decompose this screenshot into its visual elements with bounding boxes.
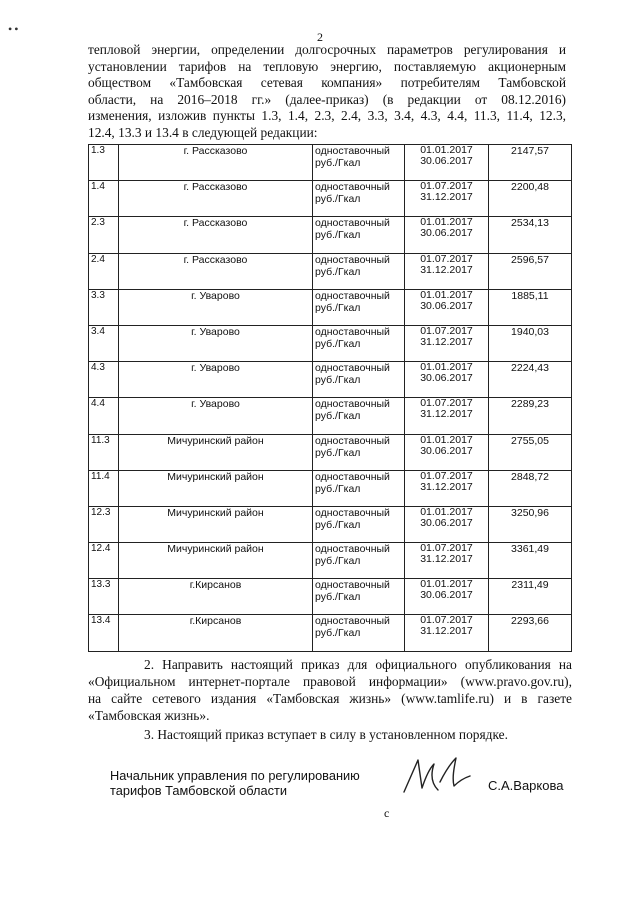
rate-unit: руб./Гкал: [315, 337, 361, 350]
row-number: 11.4: [89, 470, 119, 506]
rate-type: одноставочный: [315, 579, 390, 592]
period-cell: [405, 145, 489, 181]
period-to: 30.06.2017: [420, 227, 473, 240]
territory-cell: Мичуринский район: [119, 470, 313, 506]
row-number: 11.3: [89, 434, 119, 470]
rate-unit: руб./Гкал: [315, 374, 361, 387]
period-from: 01.07.2017: [420, 324, 473, 337]
period-cell: [405, 579, 489, 615]
period-cell: [405, 181, 489, 217]
rate-type: одноставочный: [315, 615, 390, 628]
rate-type: одноставочный: [315, 362, 390, 375]
rate-type: одноставочный: [315, 434, 390, 447]
period-from: 01.07.2017: [420, 542, 473, 555]
period-cell: [405, 543, 489, 579]
paragraph-2: [88, 656, 572, 724]
table-row: [89, 434, 572, 470]
tariff-table: [88, 144, 572, 652]
period-to: 30.06.2017: [420, 516, 473, 529]
rate-unit: руб./Гкал: [315, 410, 361, 423]
table-row: [89, 543, 572, 579]
paragraph-2-line: на сайте сетевого издания «Тамбовская жизнь» (www.tamlife.ru) и в газете: [88, 691, 572, 706]
period-to: 30.06.2017: [420, 299, 473, 312]
table-row: [89, 253, 572, 289]
unit-cell: [313, 362, 405, 398]
unit-cell: [313, 181, 405, 217]
period-to: 31.12.2017: [420, 335, 473, 348]
rate-unit: руб./Гкал: [315, 301, 361, 314]
rate-unit: руб./Гкал: [315, 627, 361, 640]
page-number: 2: [317, 30, 323, 44]
rate-type: одноставочный: [315, 398, 390, 411]
territory-cell: г. Рассказово: [119, 253, 313, 289]
rate-type: одноставочный: [315, 217, 390, 230]
period-cell: [405, 615, 489, 651]
territory-cell: г.Кирсанов: [119, 615, 313, 651]
period-cell: [405, 289, 489, 325]
period-from: 01.01.2017: [420, 433, 473, 446]
unit-cell: [313, 145, 405, 181]
tariff-value: 2311,49: [489, 579, 572, 615]
table-row: [89, 579, 572, 615]
table-row: [89, 289, 572, 325]
tariff-table-body: [89, 145, 572, 652]
tariff-value: 2289,23: [489, 398, 572, 434]
paragraph-2-line: «Тамбовская жизнь».: [88, 708, 210, 723]
period-from: 01.01.2017: [420, 578, 473, 591]
unit-cell: [313, 398, 405, 434]
unit-cell: [313, 253, 405, 289]
unit-cell: [313, 217, 405, 253]
unit-cell: [313, 325, 405, 361]
tariff-value: 2224,43: [489, 362, 572, 398]
unit-cell: [313, 543, 405, 579]
signatory-name: С.А.Варкова: [488, 778, 564, 793]
tariff-value: 3250,96: [489, 506, 572, 542]
territory-cell: Мичуринский район: [119, 506, 313, 542]
rate-unit: руб./Гкал: [315, 446, 361, 459]
period-from: 01.07.2017: [420, 469, 473, 482]
period-from: 01.01.2017: [420, 216, 473, 229]
rate-type: одноставочный: [315, 181, 390, 194]
period-from: 01.07.2017: [420, 397, 473, 410]
tariff-value: 2596,57: [489, 253, 572, 289]
territory-cell: Мичуринский район: [119, 434, 313, 470]
territory-cell: г. Рассказово: [119, 217, 313, 253]
row-number: 2.4: [89, 253, 119, 289]
territory-cell: г.Кирсанов: [119, 579, 313, 615]
rate-type: одноставочный: [315, 289, 390, 302]
tariff-value: 3361,49: [489, 543, 572, 579]
row-number: 4.3: [89, 362, 119, 398]
territory-cell: г. Уварово: [119, 362, 313, 398]
row-number: 12.3: [89, 506, 119, 542]
table-row: [89, 181, 572, 217]
unit-cell: [313, 434, 405, 470]
rate-unit: руб./Гкал: [315, 193, 361, 206]
tariff-value: 1940,03: [489, 325, 572, 361]
period-to: 30.06.2017: [420, 444, 473, 457]
row-number: 3.3: [89, 289, 119, 325]
territory-cell: Мичуринский район: [119, 543, 313, 579]
paragraph-3: [88, 726, 572, 743]
row-number: 13.4: [89, 615, 119, 651]
period-from: 01.01.2017: [420, 505, 473, 518]
intro-line: тепловой энергии, определении долгосрочных параметров регулирования и: [88, 42, 566, 57]
row-number: 12.4: [89, 543, 119, 579]
rate-type: одноставочный: [315, 253, 390, 266]
period-cell: [405, 217, 489, 253]
rate-type: одноставочный: [315, 543, 390, 556]
period-to: 31.12.2017: [420, 625, 473, 638]
period-to: 30.06.2017: [420, 372, 473, 385]
row-number: 4.4: [89, 398, 119, 434]
table-row: [89, 398, 572, 434]
period-cell: [405, 434, 489, 470]
tariff-value: 2147,57: [489, 145, 572, 181]
tariff-value: 1885,11: [489, 289, 572, 325]
period-from: 01.01.2017: [420, 144, 473, 156]
rate-unit: руб./Гкал: [315, 591, 361, 604]
period-cell: [405, 362, 489, 398]
rate-unit: руб./Гкал: [315, 265, 361, 278]
signatory-position-line: тарифов Тамбовской области: [110, 783, 288, 798]
unit-cell: [313, 615, 405, 651]
paragraph-3-text: 3. Настоящий приказ вступает в силу в установленном порядке.: [144, 727, 508, 742]
unit-cell: [313, 289, 405, 325]
unit-cell: [313, 579, 405, 615]
rate-unit: руб./Гкал: [315, 518, 361, 531]
period-cell: [405, 506, 489, 542]
rate-type: одноставочный: [315, 145, 390, 157]
tick-mark: c: [384, 806, 390, 820]
territory-cell: г. Уварово: [119, 325, 313, 361]
rate-unit: руб./Гкал: [315, 482, 361, 495]
period-to: 31.12.2017: [420, 263, 473, 276]
signatory-position: [110, 768, 360, 798]
tariff-value: 2200,48: [489, 181, 572, 217]
period-to: 30.06.2017: [420, 589, 473, 602]
table-row: [89, 217, 572, 253]
intro-line: установлении тарифов на тепловую энергию, поставляемую акционерным: [88, 58, 566, 74]
paragraph-2-line: 2. Направить настоящий приказ для официального опубликования на: [144, 657, 572, 672]
tariff-value: 2534,13: [489, 217, 572, 253]
table-row: [89, 325, 572, 361]
paragraph-2-line: «Официальном интернет-портале правовой информации» (www.pravo.gov.ru),: [88, 674, 572, 689]
territory-cell: г. Уварово: [119, 289, 313, 325]
table-row: [89, 615, 572, 651]
intro-line: области, на 2016–2018 гг.» (далее-приказ) (в редакции от 08.12.2016): [88, 91, 566, 107]
period-to: 31.12.2017: [420, 408, 473, 421]
tariff-value: 2755,05: [489, 434, 572, 470]
period-to: 31.12.2017: [420, 191, 473, 204]
period-from: 01.07.2017: [420, 180, 473, 193]
period-cell: [405, 325, 489, 361]
row-number: 2.3: [89, 217, 119, 253]
rate-unit: руб./Гкал: [315, 229, 361, 242]
unit-cell: [313, 506, 405, 542]
table-row: [89, 470, 572, 506]
period-to: 31.12.2017: [420, 553, 473, 566]
intro-paragraph: [88, 42, 566, 142]
corner-mark: ••: [8, 22, 21, 36]
period-from: 01.07.2017: [420, 252, 473, 265]
intro-line: изменения, изложив пункты 1.3, 1.4, 2.3, 2.4, 3.3, 3.4, 4.3, 4.4, 11.3, 11.4, 12.3,: [88, 108, 566, 124]
signatory-position-line: Начальник управления по регулированию: [110, 768, 360, 783]
territory-cell: г. Уварово: [119, 398, 313, 434]
rate-unit: руб./Гкал: [315, 555, 361, 568]
rate-unit: руб./Гкал: [315, 157, 361, 169]
rate-type: одноставочный: [315, 470, 390, 483]
tariff-value: 2293,66: [489, 615, 572, 651]
unit-cell: [313, 470, 405, 506]
period-cell: [405, 470, 489, 506]
table-row: [89, 506, 572, 542]
rate-type: одноставочный: [315, 506, 390, 519]
rate-type: одноставочный: [315, 325, 390, 338]
handwritten-signature: [396, 752, 476, 802]
period-from: 01.01.2017: [420, 288, 473, 301]
row-number: 3.4: [89, 325, 119, 361]
row-number: 13.3: [89, 579, 119, 615]
territory-cell: г. Рассказово: [119, 145, 313, 181]
period-to: 31.12.2017: [420, 480, 473, 493]
period-cell: [405, 253, 489, 289]
period-from: 01.07.2017: [420, 614, 473, 627]
period-to: 30.06.2017: [420, 155, 473, 167]
period-from: 01.01.2017: [420, 361, 473, 374]
tariff-value: 2848,72: [489, 470, 572, 506]
intro-line: 12.4, 13.3 и 13.4 в следующей редакции:: [88, 124, 318, 140]
row-number: 1.3: [89, 145, 119, 181]
table-row: [89, 362, 572, 398]
table-row: [89, 145, 572, 181]
period-cell: [405, 398, 489, 434]
territory-cell: г. Рассказово: [119, 181, 313, 217]
row-number: 1.4: [89, 181, 119, 217]
intro-line: обществом «Тамбовская сетевая компания» потребителям Тамбовской: [88, 75, 566, 91]
